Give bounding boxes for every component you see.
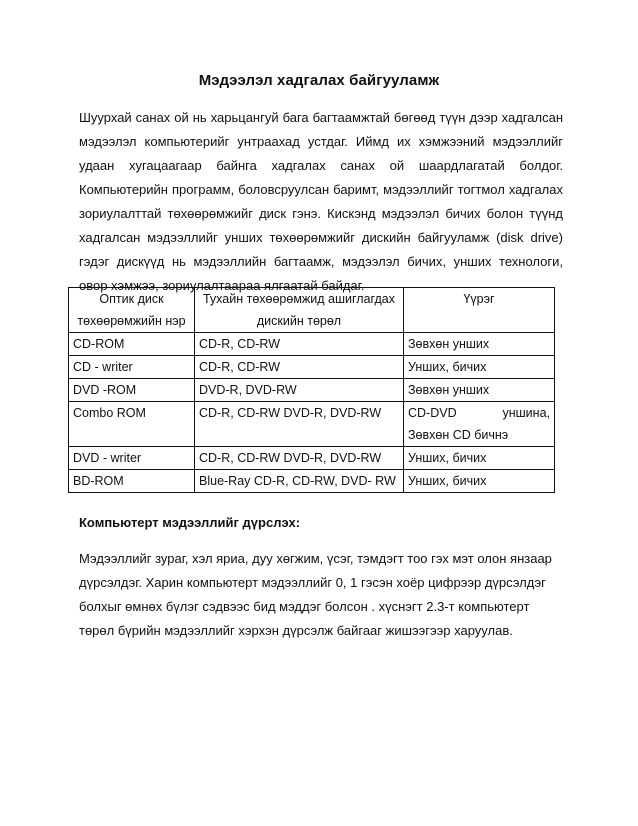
table-row	[69, 356, 555, 379]
header-disk-type	[195, 288, 404, 333]
cell-role: Унших, бичих	[404, 356, 555, 379]
cell-role: Унших, бичих	[404, 447, 555, 470]
table-row	[69, 333, 555, 356]
cell-disk-type: DVD-R, DVD-RW	[195, 379, 404, 402]
cell-disk-type: CD-R, CD-RW	[195, 356, 404, 379]
role-line1-left: CD-DVD	[408, 406, 457, 420]
cell-device: DVD - writer	[69, 447, 195, 470]
header-disk-line2: дискийн төрөл	[256, 314, 342, 328]
cell-device: CD-ROM	[69, 333, 195, 356]
cell-role: Зөвхөн унших	[404, 333, 555, 356]
table-row	[69, 470, 555, 493]
cell-device: CD - writer	[69, 356, 195, 379]
cell-role	[404, 402, 555, 447]
cell-disk-type: CD-R, CD-RW	[195, 333, 404, 356]
role-line2: Зөвхөн CD бичнэ	[408, 428, 509, 442]
cell-role: Унших, бичих	[404, 470, 555, 493]
section-heading: Компьютерт мэдээллийг дүрслэх:	[79, 515, 301, 530]
representation-paragraph: Мэдээллийг зураг, хэл яриа, дуу хөгжим, үсэг, тэмдэгт тоо гэх мэт олон янзаар дүрсэлдэг. Харин компьютерт мэдээллийг 0, 1 гэсэн хоёр цифрээр дүрсэлдэг болхыг өмнөх бүлэг сэдвээс бид мэддэг болсон . хүснэгт 2.3-т компьютерт төрөл бүрийн мэдээллийг хэрхэн дүрсэлж байгааг жишээгээр харуулав.	[79, 551, 552, 638]
cell-device: DVD -ROM	[69, 379, 195, 402]
header-device-line2: төхөөрөмжийн нэр	[77, 314, 186, 328]
header-device-line1: Оптик диск	[99, 292, 164, 306]
cell-disk-type: Blue-Ray CD-R, CD-RW, DVD- RW	[195, 470, 404, 493]
header-role: Үүрэг	[404, 288, 555, 333]
cell-disk-type: CD-R, CD-RW DVD-R, DVD-RW	[195, 447, 404, 470]
table-header-row	[69, 288, 555, 333]
intro-paragraph: Шуурхай санах ой нь харьцангуй бага багтаамжтай бөгөөд түүн дээр хадгалсан мэдээлэл компьютерийг унтраахад устдаг. Иймд их хэмжээний мэдээллийг удаан хугацаагаар байнга хадгалах санах ой шаардлагатай болдог. Компьютерийн программ, боловсруулсан баримт, мэдээллийг тогтмол хадгалах зориулалттай төхөөрөмжийг диск гэнэ. Кискэнд мэдээлэл бичих болон түүнд хадгалсан мэдээллийг унших төхөөрөмжийг дискийн байгууламж (disk drive) гэдэг дискүүд нь мэдээллийн багтаамж, мэдээлэл бичих, унших технологи, овор хэмжээ, зориулалтаараа ялгаатай байдаг.	[79, 110, 563, 293]
cell-device: BD-ROM	[69, 470, 195, 493]
cell-role: Зөвхөн унших	[404, 379, 555, 402]
role-line1	[408, 402, 550, 424]
table-row	[69, 402, 555, 447]
table-row	[69, 379, 555, 402]
header-disk-line1: Тухайн төхөөрөмжид ашиглагдах	[202, 292, 396, 306]
cell-disk-type: CD-R, CD-RW DVD-R, DVD-RW	[195, 402, 404, 447]
table-row	[69, 447, 555, 470]
cell-device: Combo ROM	[69, 402, 195, 447]
role-line1-right: уншина,	[502, 406, 550, 420]
optical-drive-table	[68, 287, 555, 493]
document-title: Мэдээлэл хадгалах байгууламж	[198, 72, 440, 89]
header-device-name	[69, 288, 195, 333]
